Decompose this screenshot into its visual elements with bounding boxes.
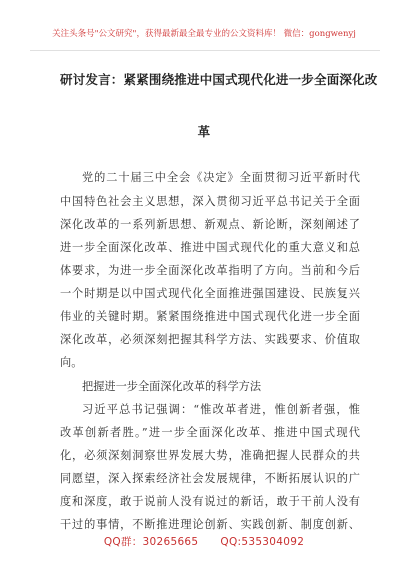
paragraph-1-line-6: 一个时期是以中国式现代化全面推进强国建设、民族复兴 [60, 287, 360, 300]
paragraph-2-line-1: 习近平总书记强调：“惟改革者进，惟创新者强，惟 [82, 403, 360, 416]
paragraph-1-line-8: 深化改革，必须深刻把握其科学方法、实践要求、价值取 [60, 333, 360, 346]
footer-qq-group: QQ群：30265665 [103, 536, 199, 548]
paragraph-2-line-2: 改革创新者胜。”进一步全面深化改革、推进中国式现代 [60, 426, 360, 439]
footer-contact [0, 535, 408, 549]
document-title-line-2: 革 [197, 124, 211, 139]
paragraph-1-line-3: 深化改革的一系列新思想、新观点、新论断，深刻阐述了 [60, 218, 360, 231]
header-divider [30, 50, 380, 51]
paragraph-2-line-4: 同愿望，深入探索经济社会发展规律，不断拓展认识的广 [60, 472, 360, 485]
paragraph-1-line-4: 进一步全面深化改革、推进中国式现代化的重大意义和总 [60, 241, 360, 254]
paragraph-1-line-9: 向。 [60, 356, 83, 369]
paragraph-2-line-6: 干过的事情，不断推进理论创新、实践创新、制度创新、 [60, 518, 360, 531]
header-banner: 关注头条号"公文研究"，获得最新最全最专业的公文资料库！ 微信：gongwenyj [52, 29, 356, 39]
paragraph-2-line-5: 度和深度，敢于说前人没有说过的新话，敢于干前人没有 [60, 495, 360, 508]
section-heading: 把握进一步全面深化改革的科学方法 [82, 380, 262, 393]
document-title-line-1: 研讨发言：紧紧围绕推进中国式现代化进一步全面深化改 [60, 72, 378, 87]
paragraph-1-line-1: 党的二十届三中全会《决定》全面贯彻习近平新时代 [82, 171, 360, 184]
footer-qq-number: QQ:535304092 [220, 536, 305, 548]
paragraph-1-line-2: 中国特色社会主义思想，深入贯彻习近平总书记关于全面 [60, 195, 360, 208]
paragraph-1-line-5: 体要求，为进一步全面深化改革指明了方向。当前和今后 [60, 264, 360, 277]
paragraph-1-line-7: 伟业的关键时期。紧紧围绕推进中国式现代化进一步全面 [60, 310, 360, 323]
paragraph-2-line-3: 化，必须深刻洞察世界发展大势，准确把握人民群众的共 [60, 449, 360, 462]
